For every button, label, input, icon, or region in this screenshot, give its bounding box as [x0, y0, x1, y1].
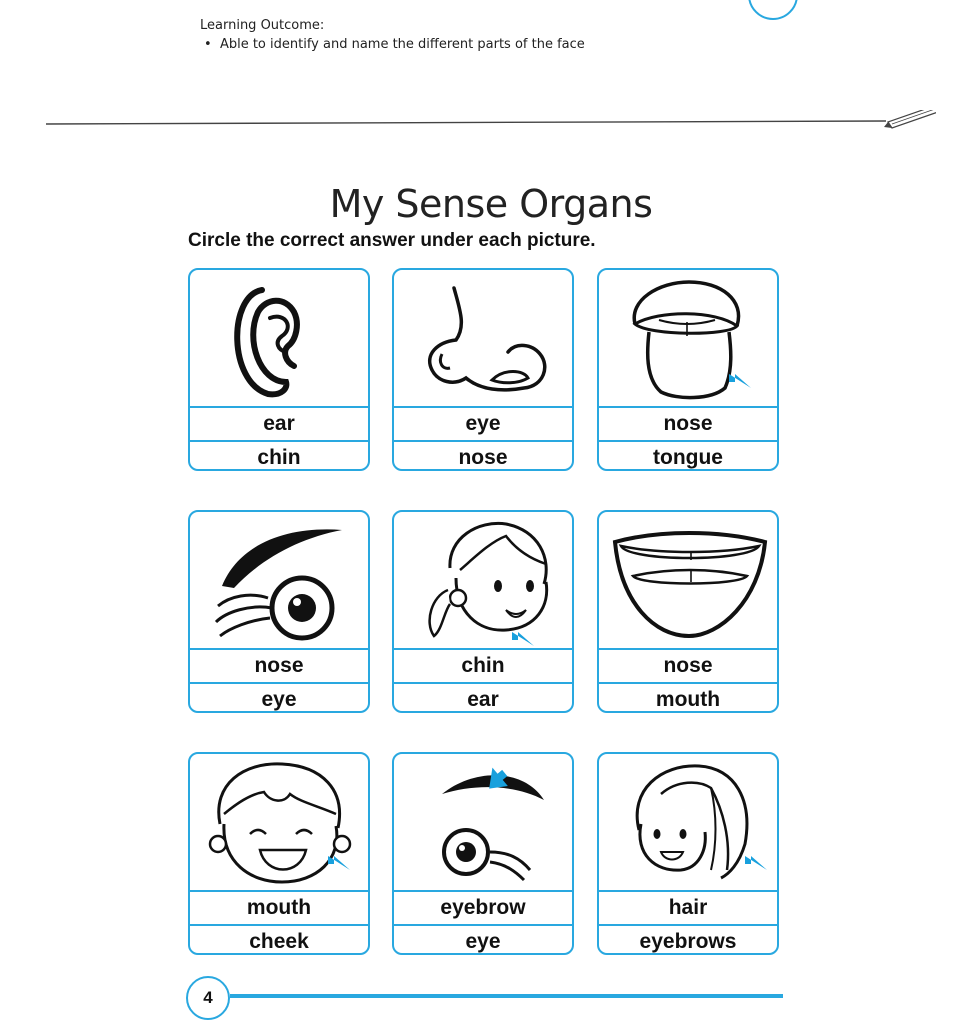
header-page-circle	[748, 0, 798, 20]
card-8-option-2[interactable]: eye	[394, 924, 572, 955]
card-9-option-1[interactable]: hair	[599, 890, 777, 923]
mouth-picture	[599, 512, 776, 648]
picture-card-2	[392, 268, 574, 471]
card-3-option-1[interactable]: nose	[599, 406, 777, 439]
card-2-option-2[interactable]: nose	[394, 440, 572, 471]
card-8-option-1[interactable]: eyebrow	[394, 890, 572, 923]
nose-picture	[394, 270, 571, 406]
card-1-option-1[interactable]: ear	[190, 406, 368, 439]
learning-outcome-text: Able to identify and name the different parts of the face	[219, 37, 585, 52]
page-title: My Sense Organs	[329, 182, 653, 226]
card-5-option-1[interactable]: chin	[394, 648, 572, 681]
pencil-icon	[884, 110, 936, 128]
picture-card-1	[188, 268, 370, 471]
eye-picture	[190, 512, 367, 648]
card-1-option-2[interactable]: chin	[190, 440, 368, 471]
picture-card-3	[597, 268, 779, 471]
pointer-arrow-icon	[512, 632, 534, 646]
pointer-arrow-icon	[745, 856, 767, 870]
picture-card-9	[597, 752, 779, 955]
learning-outcome	[200, 16, 585, 54]
card-5-option-2[interactable]: ear	[394, 682, 572, 713]
picture-card-5	[392, 510, 574, 713]
instruction-text: Circle the correct answer under each picture.	[188, 230, 596, 251]
pencil-divider	[46, 110, 936, 140]
learning-outcome-item: • Able to identify and name the different parts of the face	[204, 37, 585, 52]
tongue-picture	[599, 270, 776, 406]
card-9-option-2[interactable]: eyebrows	[599, 924, 777, 955]
ear-picture	[190, 270, 367, 406]
card-3-option-2[interactable]: tongue	[599, 440, 777, 471]
page-number-circle	[186, 976, 230, 1020]
card-4-option-2[interactable]: eye	[190, 682, 368, 713]
eyebrow-picture	[394, 754, 571, 890]
girl-hair-picture	[599, 754, 776, 890]
girl-chin-picture	[394, 512, 571, 648]
card-6-option-2[interactable]: mouth	[599, 682, 777, 713]
page-number: 4	[203, 988, 213, 1007]
learning-outcome-title: Learning Outcome:	[200, 18, 325, 33]
card-4-option-1[interactable]: nose	[190, 648, 368, 681]
pointer-arrow-icon	[729, 374, 751, 388]
card-6-option-1[interactable]: nose	[599, 648, 777, 681]
card-2-option-1[interactable]: eye	[394, 406, 572, 439]
boy-cheek-picture	[190, 754, 367, 890]
picture-card-6	[597, 510, 779, 713]
footer-rule	[230, 994, 783, 998]
picture-card-7	[188, 752, 370, 955]
card-7-option-2[interactable]: cheek	[190, 924, 368, 955]
card-7-option-1[interactable]: mouth	[190, 890, 368, 923]
picture-card-8	[392, 752, 574, 955]
picture-card-4	[188, 510, 370, 713]
